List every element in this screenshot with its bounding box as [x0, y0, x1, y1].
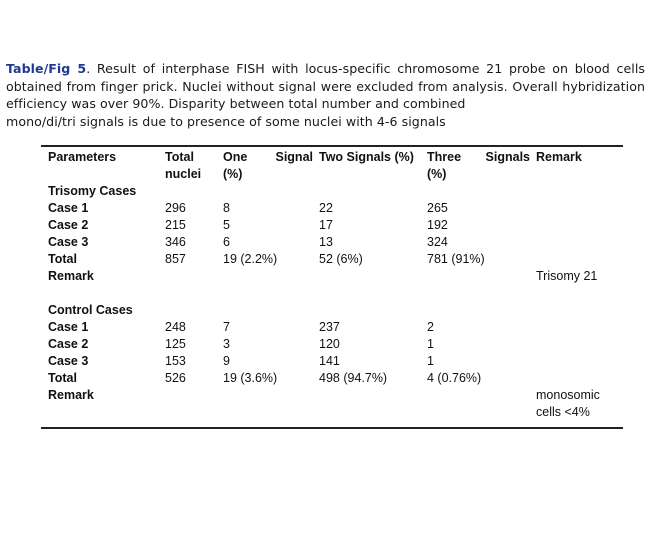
- header-two-signals: Two Signals (%): [319, 150, 414, 164]
- header-one-signal-pct: (%): [223, 167, 243, 181]
- header-three-signals-pct: (%): [427, 167, 447, 181]
- header-total-nuclei-2: nuclei: [165, 167, 202, 181]
- table-row-remark-2: cells <4%: [536, 405, 590, 419]
- table-row: Case 1 296 8 22 265: [48, 201, 448, 215]
- header-total-nuclei: Total: [165, 150, 194, 164]
- results-table: [41, 145, 623, 429]
- spacer-row: [41, 285, 623, 302]
- header-row-2: [41, 166, 623, 183]
- caption-text-last: mono/di/tri signals is due to presence of some nuclei with 4-6 signals: [6, 113, 446, 129]
- table-row: Case 2 215 5 17 192: [48, 218, 448, 232]
- caption-text: . Result of interphase FISH with locus-specific chromosome 21 probe on blood cells obtained from finger prick. Nuclei without signal were excluded from analysis. Overall hybridization efficiency was over 90%. Disparity between total number and combined: [6, 61, 645, 111]
- header-remark: Remark: [536, 150, 582, 164]
- header-one-signal: One Signal: [223, 150, 313, 164]
- section-control: Control Cases: [48, 303, 133, 317]
- table-row-remark: Remark monosomic: [48, 388, 600, 402]
- figure-caption: [6, 60, 645, 130]
- header-row: [41, 147, 623, 166]
- caption-label: Table/Fig 5: [6, 61, 87, 76]
- section-trisomy: Trisomy Cases: [48, 184, 137, 198]
- header-three-signals: Three Signals: [427, 150, 530, 164]
- table-row-remark: Remark Trisomy 21: [48, 269, 598, 283]
- table-row: Case 1 248 7 237 2: [48, 320, 434, 334]
- header-parameters: Parameters: [48, 150, 117, 164]
- table-row-total: Total 526 19 (3.6%) 498 (94.7%) 4 (0.76%): [48, 371, 482, 385]
- table-row: Case 3 346 6 13 324: [48, 235, 448, 249]
- table-row: Case 2 125 3 120 1: [48, 337, 434, 351]
- table-row: Case 3 153 9 141 1: [48, 354, 434, 368]
- table-row-total: Total 857 19 (2.2%) 52 (6%) 781 (91%): [48, 252, 485, 266]
